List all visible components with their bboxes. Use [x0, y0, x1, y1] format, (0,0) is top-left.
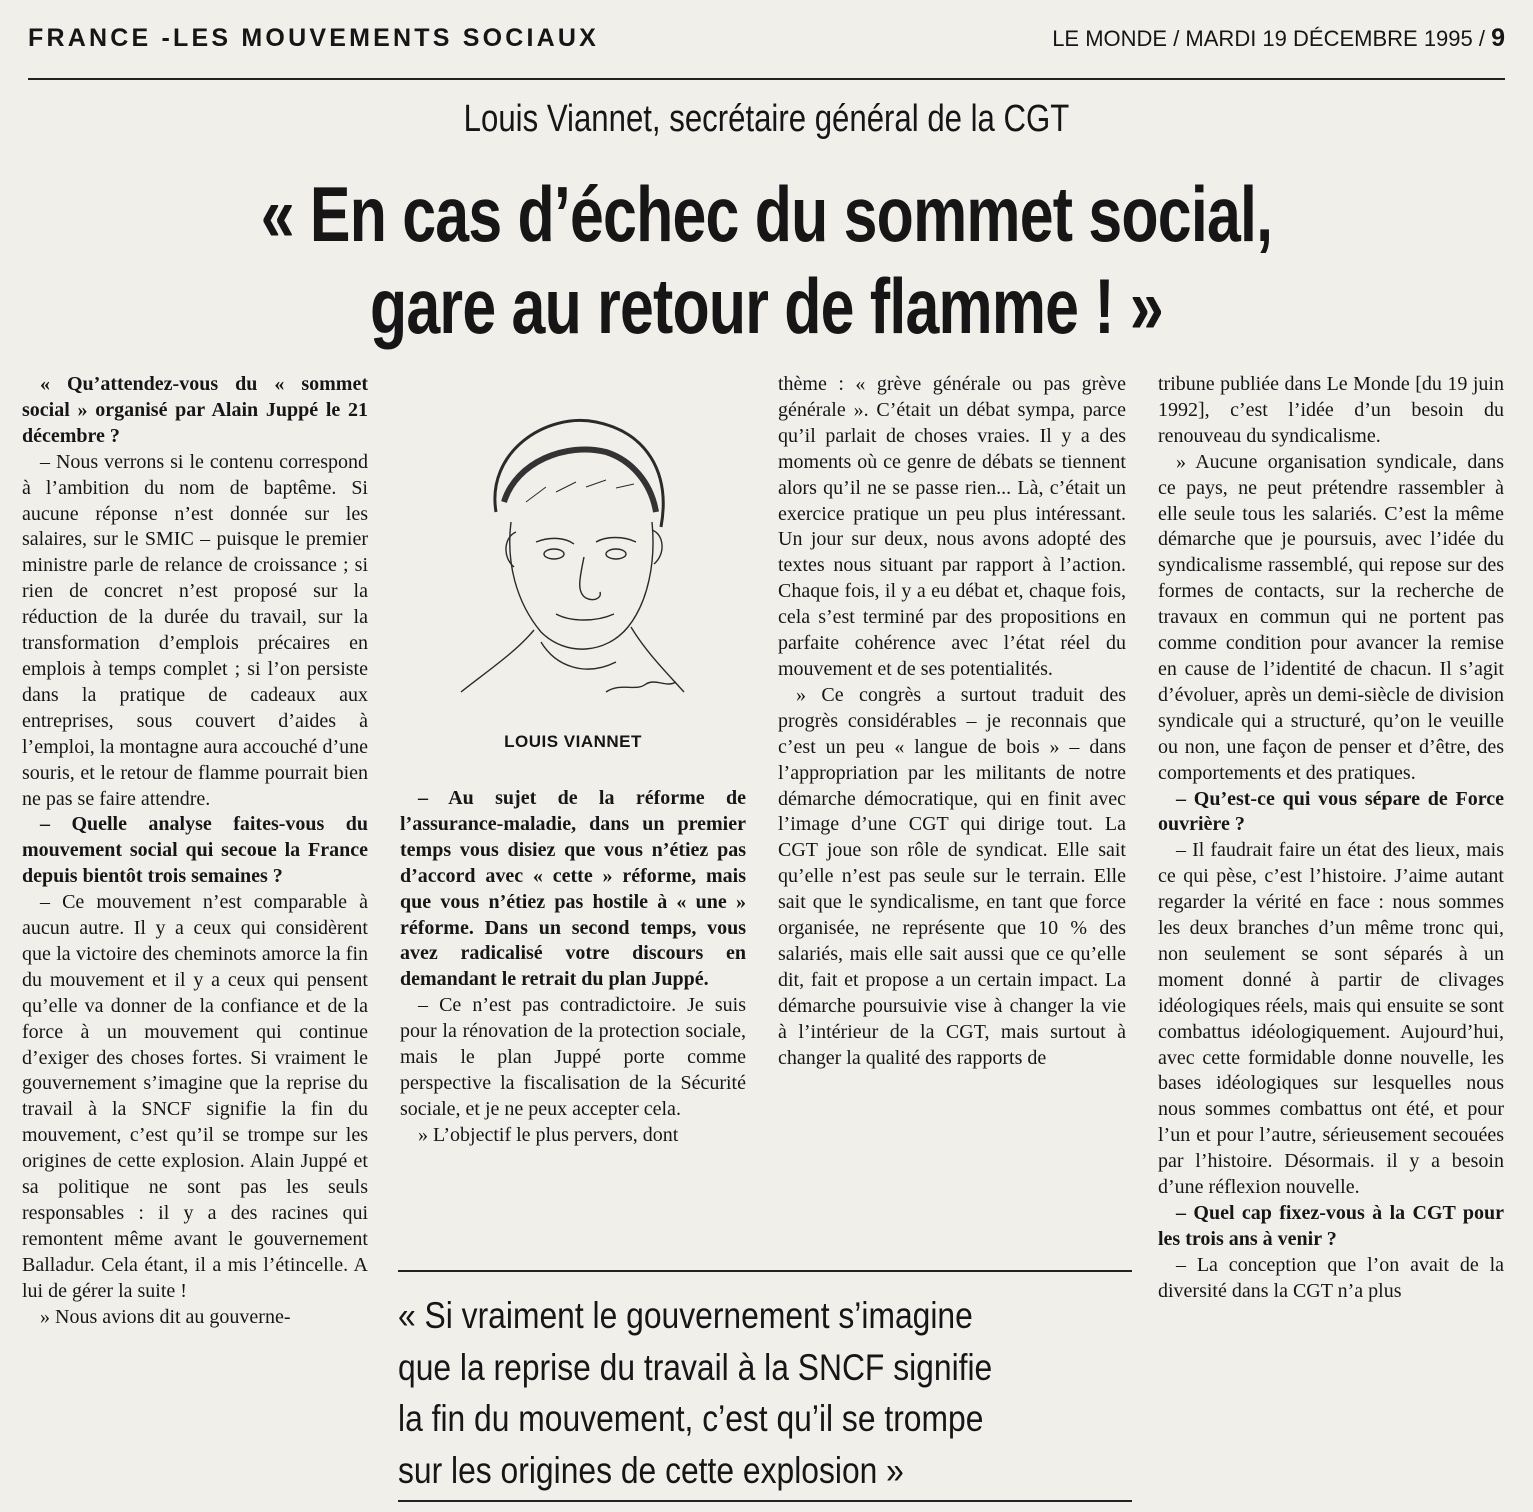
interview-question: – Quel cap fixez-vous à la CGT pour les trois ans à venir ? [1158, 1202, 1504, 1250]
dateline [1052, 22, 1505, 55]
dateline-text: LE MONDE / MARDI 19 DÉCEMBRE 1995 / [1052, 26, 1492, 51]
interview-paragraph: » L’objectif le plus pervers, dont [418, 1123, 679, 1146]
interview-question: « Qu’attendez-vous du « sommet social » organisé par Alain Juppé le 21 décembre ? [22, 373, 368, 447]
section-title: FRANCE -LES MOUVEMENTS SOCIAUX [28, 24, 600, 52]
page-number: 9 [1491, 24, 1505, 52]
pullquote-rule-bottom [398, 1500, 1132, 1502]
interview-question: – Au sujet de la réforme de l’assurance-maladie, dans un premier temps vous disiez que vous n’étiez pas d’accord avec « cette » réforme, mais que vous n’étiez pas hostile à « une » réforme. Dans un second temps, vous avez radicalisé votre discours en demandant le retrait du plan Juppé. [400, 787, 746, 991]
column-3 [778, 372, 1126, 1071]
pullquote-line: que la reprise du travail à la SNCF signifie [398, 1346, 993, 1388]
pullquote [398, 1290, 1029, 1496]
pullquote-line: sur les origines de cette explosion » [398, 1449, 904, 1491]
column-4 [1158, 372, 1504, 1305]
headline-line: « En cas d’échec du sommet social, [260, 170, 1273, 258]
interview-paragraph: tribune publiée dans Le Monde [du 19 juin 1992], c’est l’idée d’un besoin du renouveau du syndicalisme. [1158, 373, 1504, 447]
interview-paragraph: » Nous avions dit au gouverne- [40, 1305, 291, 1328]
column-1 [22, 372, 368, 1331]
portrait-drawing [456, 392, 686, 710]
interview-paragraph: – Ce mouvement n’est comparable à aucun autre. Il y a ceux qui considèrent que la victoire des cheminots amorce la fin du mouvement et il y a ceux qui pensent qu’elle va donner de la confiance et de la force à un mouvement qui continue d’exiger des choses fortes. Si vraiment le gouvernement s’imagine que la reprise du travail à la SNCF signifie la fin du mouvement, c’est qu’il se trompe sur les origines de cette explosion. Alain Juppé et sa politique ne sont pas les seuls responsables : il y a des racines qui remontent même avant le gouvernement Balladur. Cela étant, il a mis l’étincelle. A lui de gérer la suite ! [22, 891, 368, 1302]
masthead [28, 22, 1505, 54]
kicker: Louis Viannet, secrétaire général de la CGT [463, 98, 1070, 140]
headline [169, 168, 1365, 352]
interview-paragraph: – La conception que l’on avait de la diversité dans la CGT n’a plus [1158, 1253, 1504, 1302]
photo-caption: LOUIS VIANNET [504, 732, 642, 751]
interview-paragraph: » Aucune organisation syndicale, dans ce pays, ne peut prétendre rassembler à elle seule tous les salariés. C’est la même démarche que je poursuis, avec l’idée du syndicalisme rassemblé, qui repose sur des formes de contacts, sur la recherche de travaux en commun qui ne portent pas comme condition pour avancer la remise en cause de l’identité de chacun. Il s’agit d’évoluer, après un demi-siècle de division syndicale qui a structuré, qu’on le veuille ou non, une façon de penser et d’être, des comportements et des pratiques. [1158, 450, 1504, 784]
pullquote-rule-top [398, 1270, 1132, 1272]
column-2 [400, 786, 746, 1149]
interview-paragraph: – Nous verrons si le contenu correspond à l’ambition du nom de baptême. Si aucune réponse n’est donnée sur les salaires, sur le SMIC – puisque le premier ministre parle de relance de croissance ; si rien de concret n’est proposé sur la réduction de la durée du travail, sur la transformation d’emplois précaires en emplois à temps complet ; si l’on persiste dans la pratique de cadeaux aux entreprises, sous couvert d’aides à l’emploi, la montagne aura accouché d’une souris, et le retour de flamme pourrait bien ne pas se faire attendre. [22, 450, 368, 810]
interview-question: – Quelle analyse faites-vous du mouvement social qui secoue la France depuis bientôt trois semaines ? [22, 813, 368, 888]
interview-paragraph: » Ce congrès a surtout traduit des progrès considérables – je reconnais que c’est un peu « langue de bois » – dans l’appropriation par les militants de notre démarche démocratique, qui en finit avec l’image d’une CGT qui dirige tout. La CGT joue son rôle de syndicat. Elle sait qu’elle n’est pas seule sur le terrain. Elle sait que le syndicalisme, en tant que force organisée, ne représente que 10 % des salariés, mais elle sait aussi que ce qu’elle dit, fait et propose a un certain impact. La démarche poursuivie vise à changer la vie à l’intérieur de la CGT, mais surtout à changer la qualité des rapports de [778, 683, 1126, 1069]
headline-line: gare au retour de flamme ! » [369, 262, 1163, 350]
pullquote-line: « Si vraiment le gouvernement s’imagine [398, 1295, 973, 1336]
interview-question: – Qu’est-ce qui vous sépare de Force ouvrière ? [1158, 787, 1504, 836]
interview-paragraph: thème : « grève générale ou pas grève générale ». C’était un débat sympa, parce qu’il parlait de choses vraies. Il y a des moments où ce genre de débats se tiennent alors qu’il ne se passe rien... Là, c’était un exercice pratique un peu plus intéressant. Un jour sur deux, nous avons adopté des textes nous situant par rapport à l’action. Chaque fois, il y a eu débat et, chaque fois, cela s’est terminé par des propositions en parfaite cohérence avec l’état réel du mouvement et de ses potentialités. [778, 373, 1126, 680]
header-rule [28, 78, 1505, 80]
interview-paragraph: – Il faudrait faire un état des lieux, mais ce qui pèse, c’est l’histoire. J’aime autant regarder la vérité en face : nous sommes les deux branches d’un même tronc qui, non seulement se sont séparés à un moment donné à partir de clivages idéologiques réels, mais qui ensuite se sont combattus idéologiquement. Aujourd’hui, avec cette formidable donne nouvelle, les bases idéologiques sur lesquelles nous nous sommes combattus ont été, et pour l’un et pour l’autre, sérieusement secouées par l’histoire. Désormais. il y a besoin d’une réflexion nouvelle. [1158, 839, 1504, 1199]
pullquote-line: la fin du mouvement, c’est qu’il se trompe [398, 1398, 984, 1439]
interview-paragraph: – Ce n’est pas contradictoire. Je suis pour la rénovation de la protection sociale, mais le plan Juppé porte comme perspective la fiscalisation de la Sécurité sociale, et je ne peux accepter cela. [400, 994, 746, 1120]
